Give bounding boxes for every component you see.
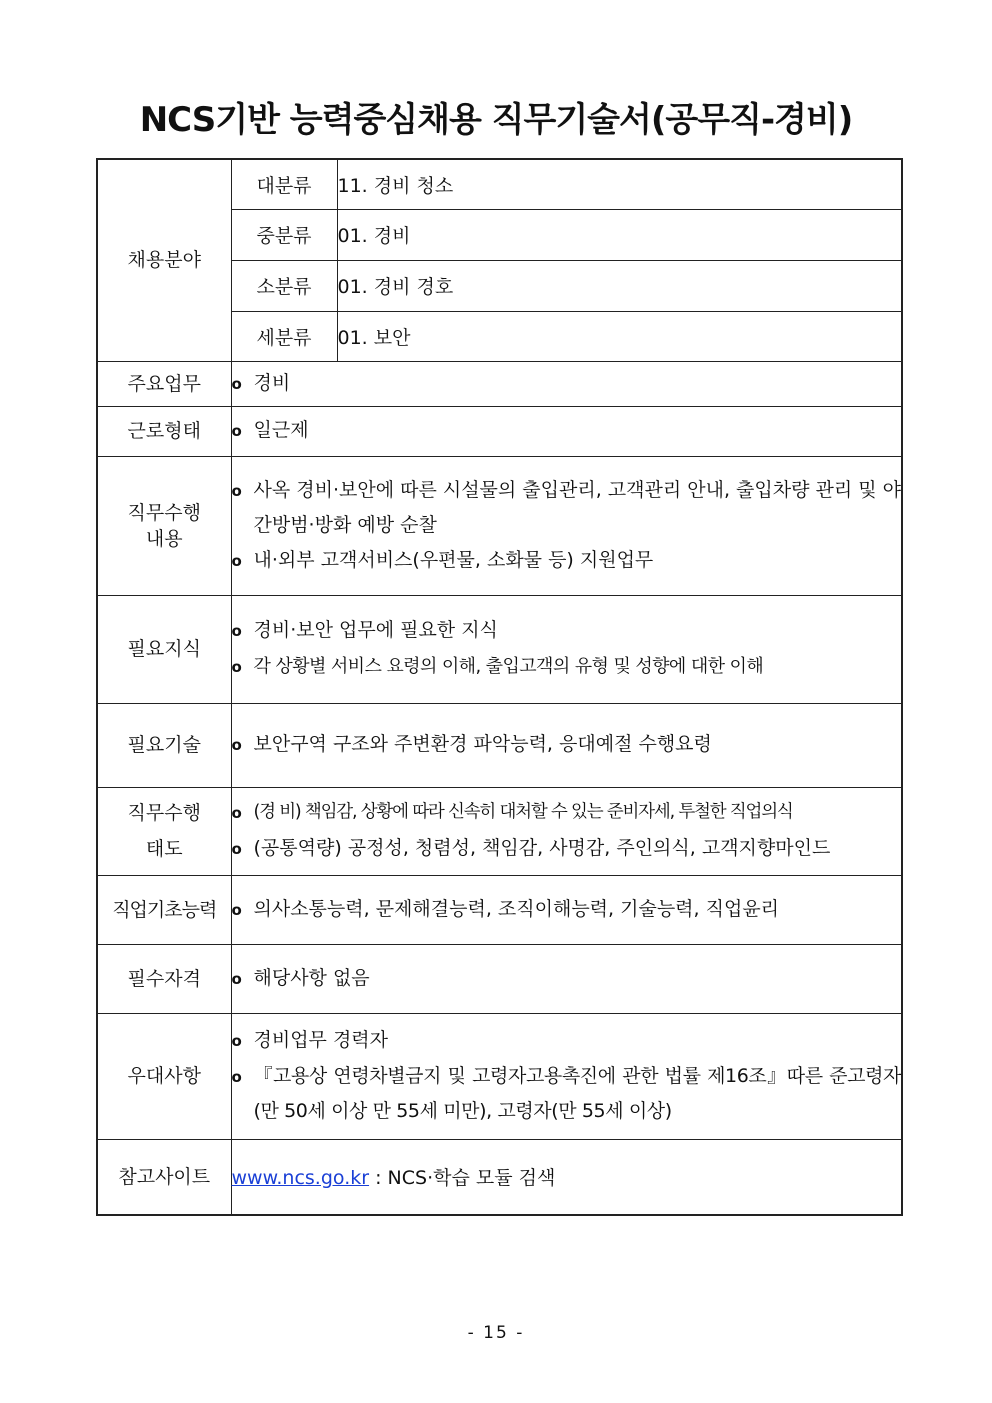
reference-content xyxy=(231,1139,902,1215)
job-attitude-content xyxy=(231,787,902,875)
table-row xyxy=(97,361,902,406)
table-row xyxy=(97,944,902,1013)
required-skills-content xyxy=(231,703,902,787)
middle-category-value: 01. 경비 xyxy=(337,209,902,260)
table-row xyxy=(97,456,902,595)
bullet-icon: o xyxy=(231,374,242,393)
middle-category-label: 중분류 xyxy=(231,209,337,260)
table-row xyxy=(97,406,902,456)
job-attitude-label xyxy=(97,787,231,875)
work-type-label: 근로형태 xyxy=(97,406,231,456)
preferences-label: 우대사항 xyxy=(97,1013,231,1139)
reference-label: 참고사이트 xyxy=(97,1139,231,1215)
sub-category-value: 01. 보안 xyxy=(337,311,902,361)
required-knowledge-item: 경비·보안 업무에 필요한 지식 xyxy=(253,619,498,641)
table-row xyxy=(97,875,902,944)
table-row xyxy=(97,595,902,703)
job-description-table xyxy=(96,158,903,1216)
bullet-icon: o xyxy=(231,1032,242,1050)
job-content-content xyxy=(231,456,902,595)
job-content-item: 사옥 경비·보안에 따른 시설물의 출입관리, 고객관리 안내, 출입차량 관리 및 야간방범·방화 예방 순찰 xyxy=(253,478,901,536)
bullet-icon: o xyxy=(231,1068,242,1086)
work-type-content xyxy=(231,406,902,456)
major-category-label: 대분류 xyxy=(231,159,337,209)
minor-category-value: 01. 경비 경호 xyxy=(337,260,902,311)
bullet-icon: o xyxy=(231,900,242,919)
required-qualification-item: 해당사항 없음 xyxy=(253,966,370,989)
reference-suffix: : NCS·학습 모듈 검색 xyxy=(369,1167,556,1190)
required-knowledge-content xyxy=(231,595,902,703)
main-duty-item: 경비 xyxy=(253,371,291,394)
bullet-icon: o xyxy=(231,658,242,676)
preferences-item: 경비업무 경력자 xyxy=(253,1029,389,1051)
required-knowledge-item: 각 상황별 서비스 요령의 이해, 출입고객의 유형 및 성향에 대한 이해 xyxy=(253,656,764,677)
basic-competency-label: 직업기초능력 xyxy=(97,875,231,944)
preferences-item: 『고용상 연령차별금지 및 고령자고용촉진에 관한 법률 제16조』따른 준고령자(만 50세 이상 만 55세 미만), 고령자(만 55세 이상) xyxy=(253,1065,901,1122)
required-qualification-label: 필수자격 xyxy=(97,944,231,1013)
hiring-field-label: 채용분야 xyxy=(97,159,231,361)
bullet-icon: o xyxy=(231,840,242,858)
required-skills-item: 보안구역 구조와 주변환경 파악능력, 응대예절 수행요령 xyxy=(253,733,712,755)
major-category-value: 11. 경비 청소 xyxy=(337,159,902,209)
page-title: NCS기반 능력중심채용 직무기술서(공무직-경비) xyxy=(139,100,853,140)
bullet-icon: o xyxy=(231,422,242,440)
main-duty-content xyxy=(231,361,902,406)
ncs-site-link[interactable]: www.ncs.go.kr xyxy=(231,1167,370,1190)
job-content-label-line1: 직무수행 xyxy=(127,501,201,524)
main-duty-label: 주요업무 xyxy=(97,361,231,406)
basic-competency-item: 의사소통능력, 문제해결능력, 조직이해능력, 기술능력, 직업윤리 xyxy=(253,897,780,920)
bullet-icon: o xyxy=(231,551,242,570)
job-content-item: 내·외부 고객서비스(우편물, 소화물 등) 지원업무 xyxy=(253,548,654,571)
bullet-icon: o xyxy=(231,736,242,754)
job-attitude-item: (공통역량) 공정성, 청렴성, 책임감, 사명감, 주인의식, 고객지향마인드 xyxy=(253,837,831,859)
job-attitude-label-line2: 태도 xyxy=(145,838,183,860)
basic-competency-content xyxy=(231,875,902,944)
required-skills-label: 필요기술 xyxy=(97,703,231,787)
work-type-item: 일근제 xyxy=(253,419,309,441)
bullet-icon: o xyxy=(231,804,242,822)
job-attitude-label-line1: 직무수행 xyxy=(127,802,201,824)
required-qualification-content xyxy=(231,944,902,1013)
table-row xyxy=(97,1139,902,1215)
table-row xyxy=(97,159,902,209)
required-knowledge-label: 필요지식 xyxy=(97,595,231,703)
table-row xyxy=(97,703,902,787)
minor-category-label: 소분류 xyxy=(231,260,337,311)
bullet-icon: o xyxy=(231,481,242,500)
bullet-icon: o xyxy=(231,622,242,640)
job-content-label-line2: 내용 xyxy=(145,527,183,550)
job-attitude-item: (경 비) 책임감, 상황에 따라 신속히 대처할 수 있는 준비자세, 투철한 직업의식 xyxy=(253,802,793,822)
table-row xyxy=(97,1013,902,1139)
sub-category-label: 세분류 xyxy=(231,311,337,361)
job-content-label xyxy=(97,456,231,595)
bullet-icon: o xyxy=(231,969,242,988)
page-number: - 15 - xyxy=(467,1323,525,1343)
table-row xyxy=(97,787,902,875)
preferences-content xyxy=(231,1013,902,1139)
